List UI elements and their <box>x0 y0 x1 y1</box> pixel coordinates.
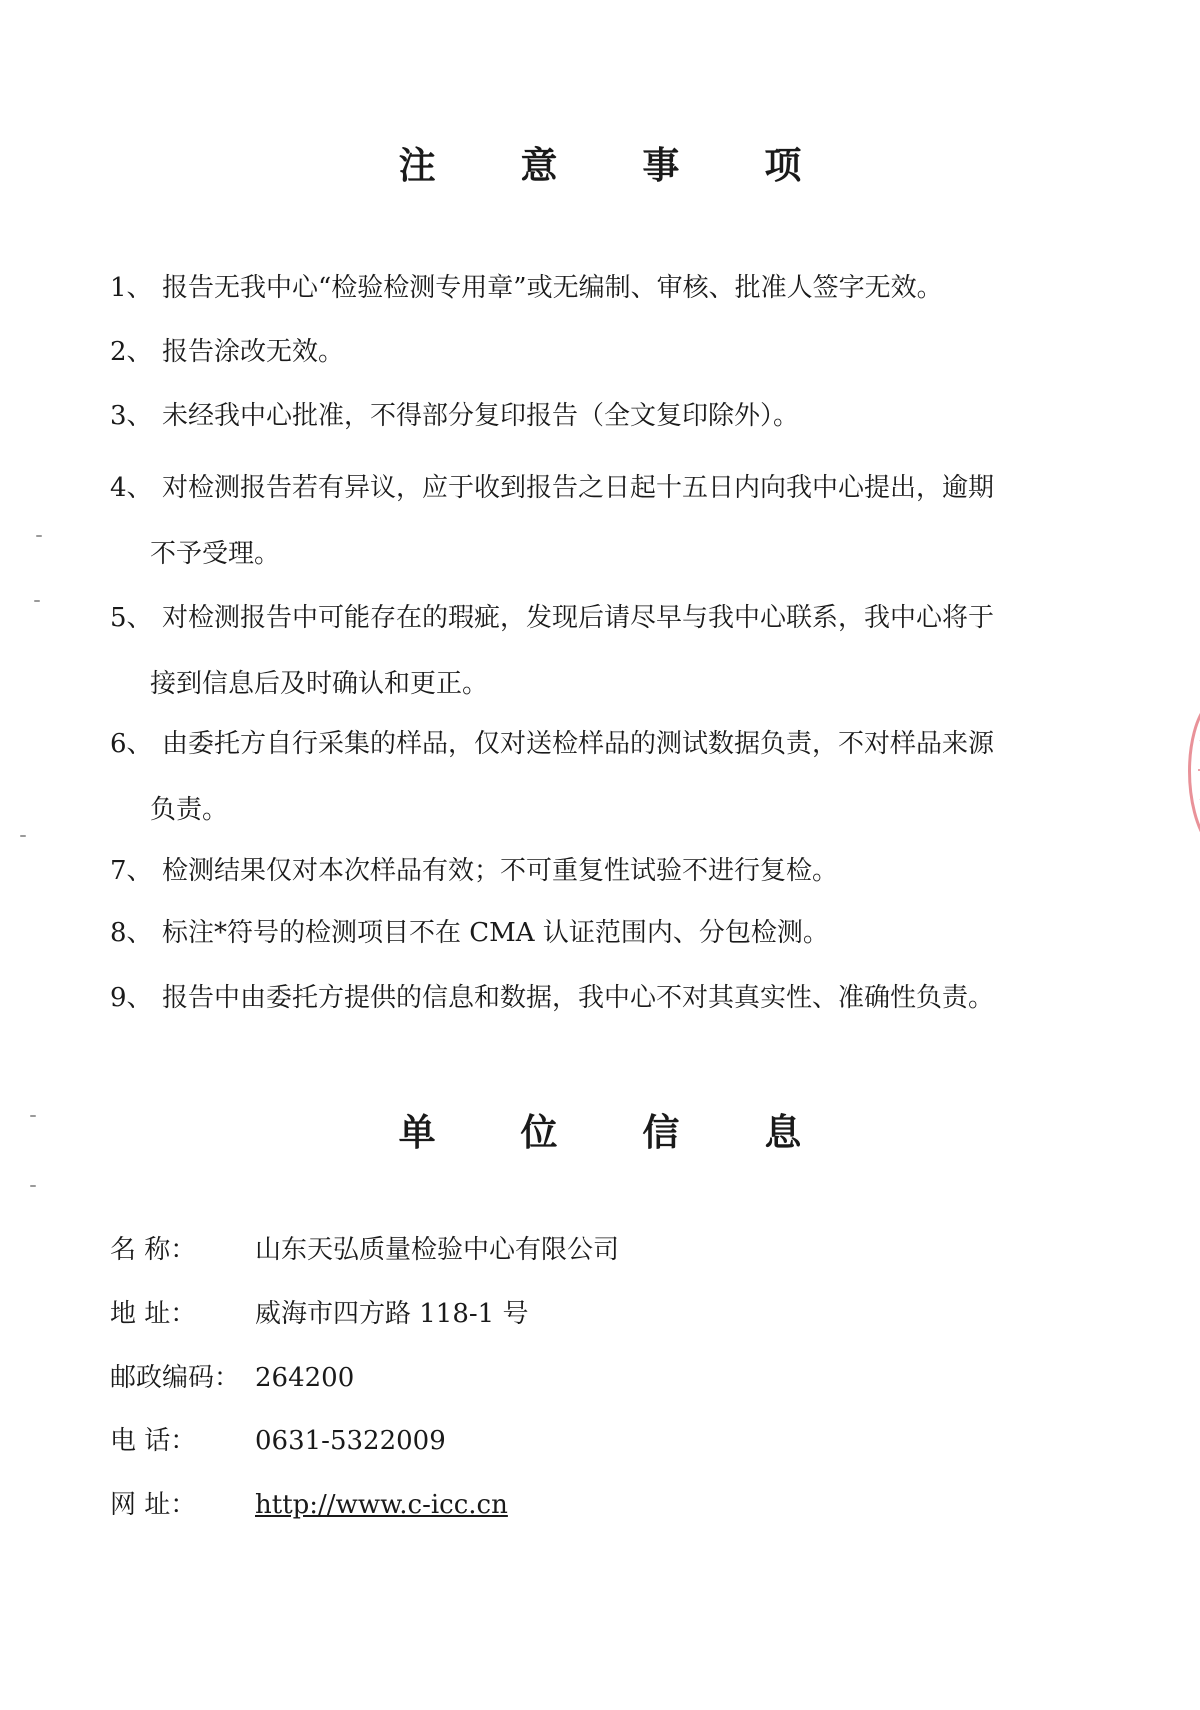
notice-text: 报告中由委托方提供的信息和数据，我中心不对其真实性、准确性负责。 <box>162 983 995 1013</box>
notice-number: 7、 <box>110 856 153 886</box>
info-row-postcode <box>110 1360 354 1396</box>
red-seal-stamp-edge <box>1178 700 1200 850</box>
notice-title: 注 意 事 项 <box>398 144 838 187</box>
scan-speck <box>36 535 42 537</box>
info-row-website <box>110 1487 508 1523</box>
notice-number: 3、 <box>110 401 153 431</box>
info-label: 地 址： <box>110 1299 197 1329</box>
notice-text: 未经我中心批准，不得部分复印报告（全文复印除外）。 <box>162 401 800 431</box>
company-address: 威海市四方路 118-1 号 <box>255 1299 529 1329</box>
notice-text: 由委托方自行采集的样品，仅对送检样品的测试数据负责，不对样品来源 <box>162 729 995 759</box>
notice-item <box>110 980 1110 1016</box>
unit-info-title: 单 位 信 息 <box>398 1111 838 1154</box>
postcode: 264200 <box>255 1363 355 1393</box>
notice-number: 1、 <box>110 273 153 303</box>
notice-continuation: 接到信息后及时确认和更正。 <box>150 669 489 699</box>
notice-number: 5、 <box>110 603 153 633</box>
notice-text: 标注*符号的检测项目不在 CMA 认证范围内、分包检测。 <box>162 918 829 948</box>
notice-item <box>110 334 1110 370</box>
notice-number: 6、 <box>110 729 153 759</box>
info-label: 网 址： <box>110 1490 197 1520</box>
info-row-address <box>110 1296 528 1332</box>
notice-number: 2、 <box>110 337 153 367</box>
info-label: 名 称： <box>110 1235 197 1265</box>
notice-continuation: 负责。 <box>150 795 229 825</box>
notice-item <box>110 915 1110 951</box>
notice-text: 报告无我中心“检验检测专用章”或无编制、审核、批准人签字无效。 <box>162 273 943 303</box>
phone-number: 0631-5322009 <box>255 1426 446 1456</box>
scan-speck <box>20 835 26 837</box>
info-row-phone <box>110 1423 446 1459</box>
notice-item <box>110 470 1110 572</box>
company-name: 山东天弘质量检验中心有限公司 <box>255 1235 620 1265</box>
notice-number: 4、 <box>110 473 153 503</box>
notice-item <box>110 726 1110 828</box>
notice-number: 8、 <box>110 918 153 948</box>
scan-speck <box>30 1185 36 1187</box>
scan-speck <box>34 600 40 602</box>
notice-item <box>110 270 1110 306</box>
notice-continuation: 不予受理。 <box>150 539 281 569</box>
info-label: 邮政编码： <box>110 1363 241 1393</box>
notice-item <box>110 853 1110 889</box>
info-row-name <box>110 1232 619 1268</box>
info-label: 电 话： <box>110 1426 197 1456</box>
notice-text: 对检测报告中可能存在的瑕疵，发现后请尽早与我中心联系，我中心将于 <box>162 603 995 633</box>
notice-text: 报告涂改无效。 <box>162 337 345 367</box>
notice-number: 9、 <box>110 983 153 1013</box>
notice-text: 检测结果仅对本次样品有效；不可重复性试验不进行复检。 <box>162 856 839 886</box>
notice-item <box>110 600 1110 702</box>
scan-speck <box>30 1115 36 1117</box>
notice-item <box>110 398 1110 434</box>
notice-text: 对检测报告若有异议，应于收到报告之日起十五日内向我中心提出，逾期 <box>162 473 995 503</box>
website-link[interactable]: http://www.c-icc.cn <box>255 1490 508 1520</box>
